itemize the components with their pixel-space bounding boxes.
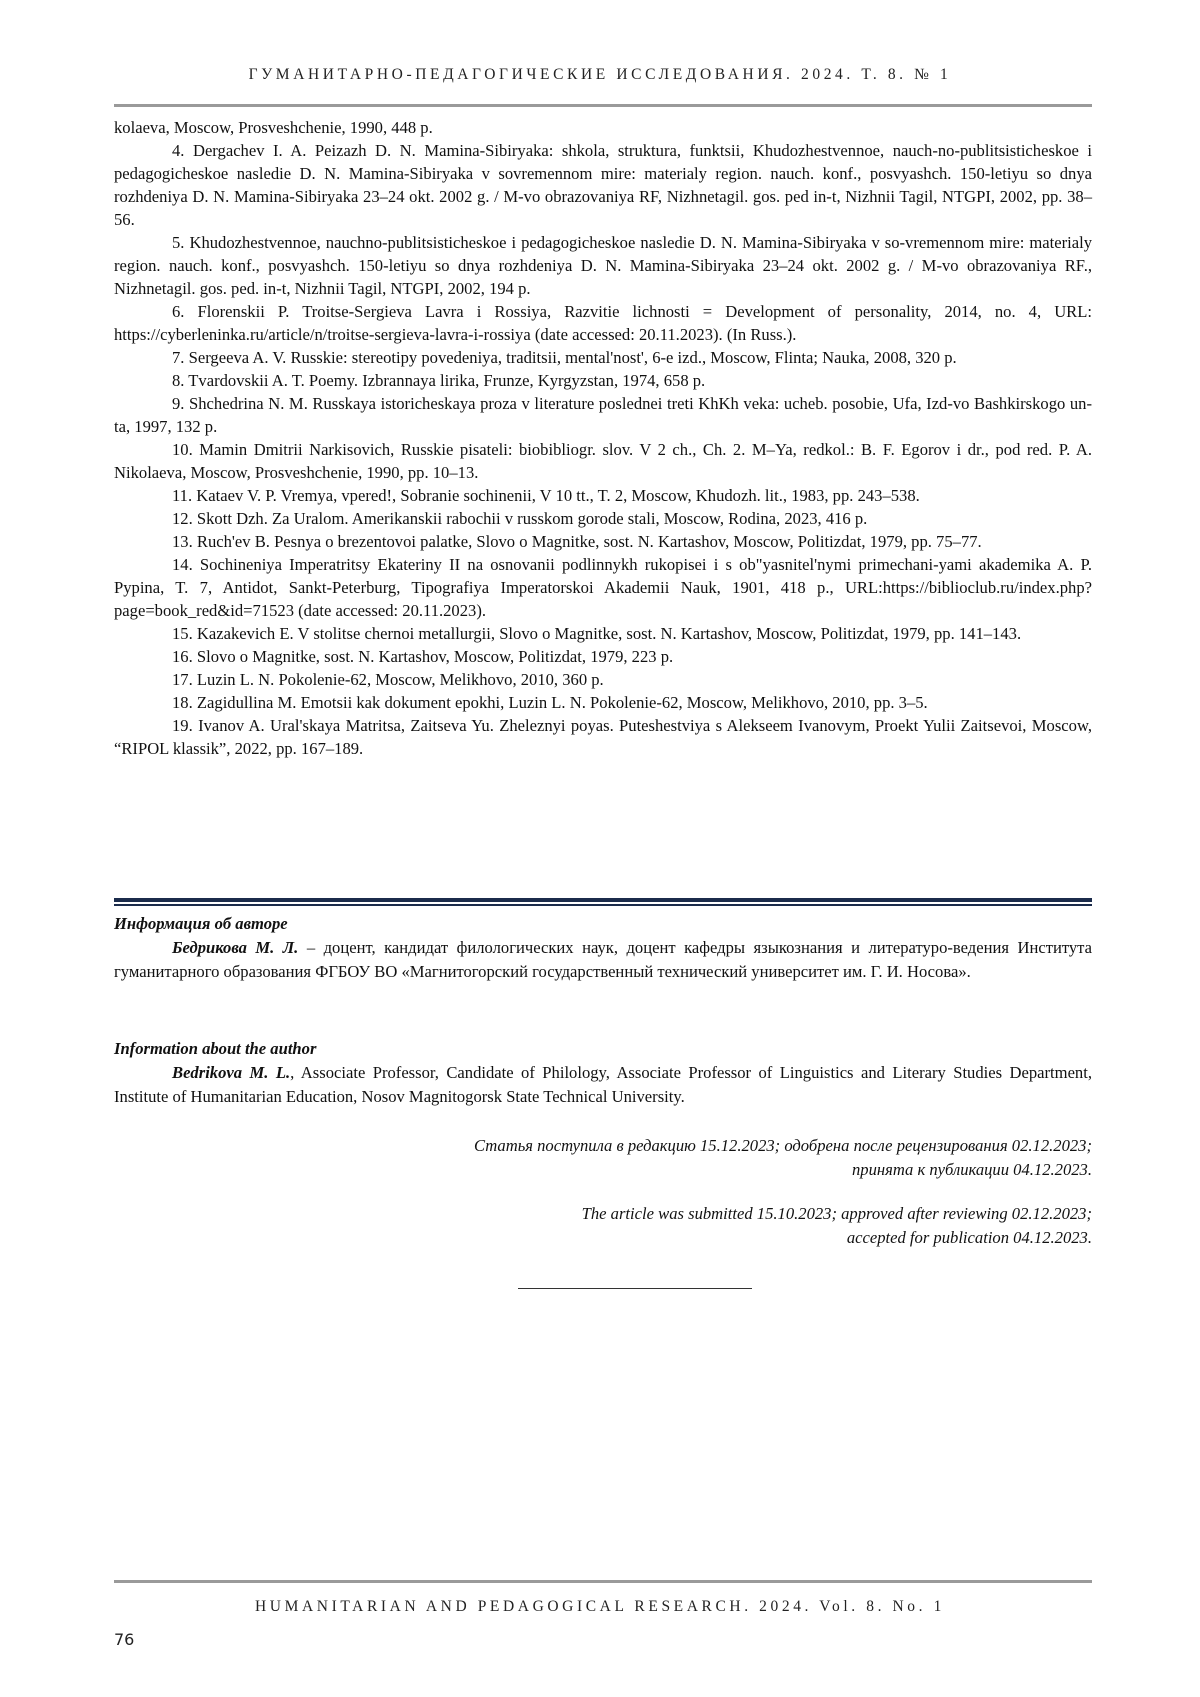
- dates-ru-line2: принята к публикации 04.12.2023.: [851, 1160, 1092, 1179]
- author-name-en: Bedrikova M. L.: [172, 1063, 291, 1082]
- author-info-en: [114, 1037, 1092, 1109]
- reference-item: 7. Sergeeva A. V. Russkie: stereotipy povedeniya, traditsii, mental'nost', 6-e izd., Moscow, Flinta; Nauka, 2008, 320 p.: [172, 348, 957, 367]
- running-header: ГУМАНИТАРНО-ПЕДАГОГИЧЕСКИЕ ИССЛЕДОВАНИЯ. 2024. Т. 8. № 1: [248, 66, 952, 83]
- end-of-article-line: [518, 1288, 752, 1289]
- reference-item: 5. Khudozhestvennoe, nauchno-publitsisticheskoe i pedagogicheskoe nasledie D. N. Mamina-Sibiryaka v so-vremennom mire: materialy region. nauch. konf., posvyashch. 150-letiyu so dnya rozhdeniya D. N. Mamina-Sibiryaka 23–24 okt. 2002 g. / M-vo obrazovaniya RF., Nizhnetagil. gos. ped. in-t, Nizhnii Tagil, NTGPI, 2002, 194 p.: [114, 233, 1092, 298]
- article-dates-ru: [114, 1134, 1092, 1182]
- article-dates-en: [114, 1202, 1092, 1250]
- reference-item: 11. Kataev V. P. Vremya, vpered!, Sobranie sochinenii, V 10 tt., T. 2, Moscow, Khudozh. lit., 1983, pp. 243–538.: [172, 486, 920, 505]
- dates-en-line1: The article was submitted 15.10.2023; approved after reviewing 02.12.2023;: [581, 1204, 1092, 1223]
- page-number: 76: [114, 1630, 135, 1649]
- dates-ru-line1: Статья поступила в редакцию 15.12.2023; одобрена после рецензирования 02.12.2023;: [473, 1136, 1092, 1155]
- author-description-en: , Associate Professor, Candidate of Philology, Associate Professor of Linguistics and Literary Studies Department, Institute of Humanitarian Education, Nosov Magnitogorsk State Technical University.: [114, 1063, 1092, 1106]
- header-divider: [114, 104, 1092, 107]
- author-name-ru: Бедрикова М. Л.: [172, 938, 299, 957]
- section-divider: [114, 898, 1092, 906]
- reference-item: 17. Luzin L. N. Pokolenie-62, Moscow, Melikhovo, 2010, 360 p.: [172, 670, 604, 689]
- footer-divider: [114, 1580, 1092, 1583]
- reference-continuation: kolaeva, Moscow, Prosveshchenie, 1990, 448 p.: [114, 118, 433, 137]
- author-info-title-en: Information about the author: [114, 1039, 317, 1058]
- references-list: [114, 116, 1092, 760]
- reference-item: 9. Shchedrina N. M. Russkaya istoricheskaya proza v literature poslednei treti KhKh veka: ucheb. posobie, Ufa, Izd-vo Bashkirskogo un-ta, 1997, 132 p.: [114, 394, 1092, 436]
- author-info-text-en: [114, 1061, 1092, 1109]
- reference-item: 6. Florenskii P. Troitse-Sergieva Lavra i Rossiya, Razvitie lichnosti = Development of personality, 2014, no. 4, URL: https://cyberleninka.ru/article/n/troitse-sergieva-lavra-i-rossiya (date accessed: 20.11.2023). (In Russ.).: [114, 302, 1092, 344]
- reference-item: 13. Ruch'ev B. Pesnya o brezentovoi palatke, Slovo o Magnitke, sost. N. Kartashov, Moscow, Politizdat, 1979, pp. 75–77.: [172, 532, 982, 551]
- dates-en-line2: accepted for publication 04.12.2023.: [846, 1228, 1092, 1247]
- reference-item: 12. Skott Dzh. Za Uralom. Amerikanskii rabochii v russkom gorode stali, Moscow, Rodina, 2023, 416 p.: [172, 509, 868, 528]
- reference-item: 14. Sochineniya Imperatritsy Ekateriny II na osnovanii podlinnykh rukopisei i s ob"yasnitel'nymi primechani-yami akademika A. P. Pypina, T. 7, Antidot, Sankt-Peterburg, Tipografiya Imperatorskoi Akademii Nauk, 1901, 418 p., URL:https://biblioclub.ru/index.php?page=book_red&id=71523 (date accessed: 20.11.2023).: [114, 555, 1092, 620]
- reference-item: 4. Dergachev I. A. Peizazh D. N. Mamina-Sibiryaka: shkola, struktura, funktsii, Khudozhestvennoe, nauch-no-publitsisticheskoe i pedagogicheskoe nasledie D. N. Mamina-Sibiryaka v sovremennom mire: materialy region. nauch. konf., posvyashch. 150-letiyu so dnya rozhdeniya D. N. Mamina-Sibiryaka 23–24 okt. 2002 g. / M-vo obrazovaniya RF, Nizhnetagil. gos. ped in-t, Nizhnii Tagil, NTGPI, 2002, pp. 38–56.: [114, 141, 1092, 229]
- author-info-title-ru: Информация об авторе: [114, 914, 288, 933]
- reference-item: 18. Zagidullina M. Emotsii kak dokument epokhi, Luzin L. N. Pokolenie-62, Moscow, Melikhovo, 2010, pp. 3–5.: [172, 693, 928, 712]
- author-info-ru: [114, 912, 1092, 984]
- running-footer: HUMANITARIAN AND PEDAGOGICAL RESEARCH. 2024. Vol. 8. No. 1: [255, 1598, 945, 1615]
- author-info-text-ru: [114, 936, 1092, 984]
- reference-item: 10. Mamin Dmitrii Narkisovich, Russkie pisateli: biobibliogr. slov. V 2 ch., Ch. 2. M–Ya, redkol.: B. F. Egorov i dr., pod red. P. A. Nikolaeva, Moscow, Prosveshchenie, 1990, pp. 10–13.: [114, 440, 1092, 482]
- reference-item: 16. Slovo o Magnitke, sost. N. Kartashov, Moscow, Politizdat, 1979, 223 p.: [172, 647, 674, 666]
- reference-item: 15. Kazakevich E. V stolitse chernoi metallurgii, Slovo o Magnitke, sost. N. Kartashov, Moscow, Politizdat, 1979, pp. 141–143.: [172, 624, 1022, 643]
- reference-item: 19. Ivanov A. Ural'skaya Matritsa, Zaitseva Yu. Zheleznyi poyas. Puteshestviya s Alekseem Ivanovym, Proekt Yulii Zaitsevoi, Moscow, “RIPOL klassik”, 2022, pp. 167–189.: [114, 716, 1092, 758]
- author-description-ru: – доцент, кандидат филологических наук, доцент кафедры языкознания и литературо-ведения Института гуманитарного образования ФГБОУ ВО «Магнитогорский государственный технический университет им. Г. И. Носова».: [114, 938, 1092, 981]
- reference-item: 8. Tvardovskii A. T. Poemy. Izbrannaya lirika, Frunze, Kyrgyzstan, 1974, 658 p.: [172, 371, 706, 390]
